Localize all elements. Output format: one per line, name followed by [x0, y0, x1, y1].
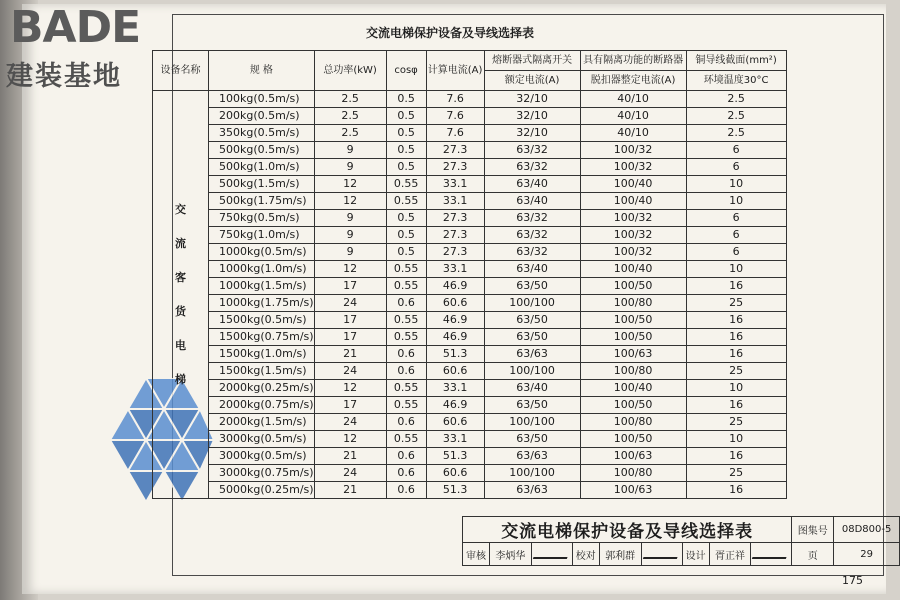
header-cos: cosφ [386, 51, 426, 91]
cos-cell: 0.6 [386, 482, 426, 499]
spec-cell: 100kg(0.5m/s) [209, 91, 315, 108]
current-cell: 51.3 [426, 346, 484, 363]
table-row [153, 159, 787, 176]
power-cell: 2.5 [314, 108, 386, 125]
breaker-cell: 100/40 [580, 176, 686, 193]
breaker-cell: 100/80 [580, 295, 686, 312]
header-fuse-bottom: 额定电流(A) [484, 71, 580, 91]
wire-cell: 25 [686, 465, 786, 482]
power-cell: 12 [314, 193, 386, 210]
cos-cell: 0.5 [386, 125, 426, 142]
fuse-cell: 63/32 [484, 142, 580, 159]
fuse-cell: 100/100 [484, 363, 580, 380]
wire-cell: 10 [686, 176, 786, 193]
breaker-cell: 100/63 [580, 346, 686, 363]
checker-name: 郭利群 [599, 543, 641, 566]
breaker-cell: 40/10 [580, 125, 686, 142]
equipment-type-char: 交 [175, 202, 186, 216]
fuse-cell: 63/40 [484, 176, 580, 193]
power-cell: 12 [314, 380, 386, 397]
cos-cell: 0.6 [386, 414, 426, 431]
spec-cell: 3000kg(0.5m/s) [209, 448, 315, 465]
current-cell: 51.3 [426, 482, 484, 499]
current-cell: 46.9 [426, 329, 484, 346]
reviewer-name: 李炳华 [490, 543, 532, 566]
fuse-cell: 32/10 [484, 125, 580, 142]
spec-cell: 1000kg(1.0m/s) [209, 261, 315, 278]
wire-cell: 25 [686, 363, 786, 380]
breaker-cell: 100/63 [580, 448, 686, 465]
fuse-cell: 63/32 [484, 227, 580, 244]
review-label: 审核 [463, 543, 490, 566]
power-cell: 12 [314, 176, 386, 193]
spec-cell: 3000kg(0.75m/s) [209, 465, 315, 482]
wire-cell: 16 [686, 346, 786, 363]
cos-cell: 0.6 [386, 363, 426, 380]
spec-cell: 1000kg(1.75m/s) [209, 295, 315, 312]
wire-cell: 10 [686, 193, 786, 210]
fuse-cell: 63/50 [484, 431, 580, 448]
table-row [153, 346, 787, 363]
breaker-cell: 100/80 [580, 414, 686, 431]
spec-cell: 1500kg(0.5m/s) [209, 312, 315, 329]
atlas-label: 图集号 [792, 517, 834, 543]
current-cell: 27.3 [426, 210, 484, 227]
cos-cell: 0.6 [386, 295, 426, 312]
current-cell: 46.9 [426, 397, 484, 414]
spec-cell: 2000kg(0.25m/s) [209, 380, 315, 397]
power-cell: 9 [314, 244, 386, 261]
book-page-number: 175 [842, 574, 863, 587]
header-power: 总功率(kW) [314, 51, 386, 91]
power-cell: 9 [314, 159, 386, 176]
current-cell: 7.6 [426, 91, 484, 108]
page-label: 页 [792, 543, 834, 566]
power-cell: 17 [314, 329, 386, 346]
power-cell: 17 [314, 397, 386, 414]
fuse-cell: 63/63 [484, 448, 580, 465]
design-label: 设计 [682, 543, 709, 566]
fuse-cell: 32/10 [484, 91, 580, 108]
fuse-cell: 63/50 [484, 312, 580, 329]
table-row [153, 244, 787, 261]
power-cell: 17 [314, 312, 386, 329]
equipment-type-char: 流 [175, 236, 186, 250]
current-cell: 60.6 [426, 295, 484, 312]
table-row [153, 295, 787, 312]
wire-cell: 25 [686, 414, 786, 431]
designer-name: 胥正祥 [709, 543, 751, 566]
table-row [153, 312, 787, 329]
spec-cell: 500kg(1.5m/s) [209, 176, 315, 193]
power-cell: 12 [314, 261, 386, 278]
table-row [153, 448, 787, 465]
breaker-cell: 100/50 [580, 312, 686, 329]
wire-cell: 10 [686, 261, 786, 278]
spec-cell: 1500kg(1.5m/s) [209, 363, 315, 380]
table-row [153, 465, 787, 482]
table-row [153, 363, 787, 380]
current-cell: 33.1 [426, 380, 484, 397]
current-cell: 60.6 [426, 363, 484, 380]
table-row [153, 227, 787, 244]
spec-cell: 500kg(0.5m/s) [209, 142, 315, 159]
fuse-cell: 32/10 [484, 108, 580, 125]
wire-cell: 10 [686, 431, 786, 448]
cos-cell: 0.55 [386, 312, 426, 329]
wire-cell: 2.5 [686, 125, 786, 142]
table-row [153, 261, 787, 278]
logo-subtitle: 建装基地 [6, 61, 122, 92]
cos-cell: 0.55 [386, 431, 426, 448]
spec-cell: 2000kg(1.5m/s) [209, 414, 315, 431]
current-cell: 46.9 [426, 278, 484, 295]
breaker-cell: 100/50 [580, 397, 686, 414]
logo-word: BADE [10, 2, 141, 53]
header-type: 设备名称 [153, 51, 209, 91]
header-current: 计算电流(A) [426, 51, 484, 91]
table-row [153, 431, 787, 448]
header-fuse-top: 熔断器式隔离开关 [484, 51, 580, 71]
atlas-number: 08D800-5 [834, 517, 900, 543]
header-wire-bottom: 环境温度30°C [686, 71, 786, 91]
table-row [153, 482, 787, 499]
power-cell: 24 [314, 465, 386, 482]
current-cell: 60.6 [426, 414, 484, 431]
check-label: 校对 [572, 543, 599, 566]
power-cell: 9 [314, 210, 386, 227]
power-cell: 17 [314, 278, 386, 295]
header-spec: 规 格 [209, 51, 315, 91]
wire-cell: 16 [686, 312, 786, 329]
cos-cell: 0.6 [386, 465, 426, 482]
fuse-cell: 63/50 [484, 329, 580, 346]
header-breaker-top: 具有隔离功能的断路器 [580, 51, 686, 71]
cos-cell: 0.55 [386, 380, 426, 397]
fuse-cell: 63/32 [484, 159, 580, 176]
breaker-cell: 100/32 [580, 210, 686, 227]
table-row [153, 108, 787, 125]
spec-cell: 750kg(1.0m/s) [209, 227, 315, 244]
cos-cell: 0.55 [386, 193, 426, 210]
checker-signature [641, 543, 682, 566]
breaker-cell: 100/40 [580, 380, 686, 397]
table-row [153, 210, 787, 227]
current-cell: 27.3 [426, 227, 484, 244]
fuse-cell: 63/32 [484, 210, 580, 227]
spec-cell: 1000kg(1.5m/s) [209, 278, 315, 295]
current-cell: 7.6 [426, 108, 484, 125]
wire-cell: 6 [686, 142, 786, 159]
breaker-cell: 100/40 [580, 193, 686, 210]
spec-cell: 750kg(0.5m/s) [209, 210, 315, 227]
fuse-cell: 63/32 [484, 244, 580, 261]
power-cell: 9 [314, 227, 386, 244]
spec-cell: 350kg(0.5m/s) [209, 125, 315, 142]
cos-cell: 0.5 [386, 227, 426, 244]
power-cell: 21 [314, 448, 386, 465]
cos-cell: 0.5 [386, 142, 426, 159]
breaker-cell: 100/32 [580, 159, 686, 176]
power-cell: 2.5 [314, 125, 386, 142]
selection-table [152, 50, 787, 499]
cos-cell: 0.5 [386, 210, 426, 227]
equipment-type-char: 电 [175, 338, 186, 352]
wire-cell: 2.5 [686, 108, 786, 125]
wire-cell: 10 [686, 380, 786, 397]
fuse-cell: 100/100 [484, 465, 580, 482]
wire-cell: 25 [686, 295, 786, 312]
spec-cell: 3000kg(0.5m/s) [209, 431, 315, 448]
current-cell: 27.3 [426, 159, 484, 176]
current-cell: 7.6 [426, 125, 484, 142]
fuse-cell: 63/40 [484, 193, 580, 210]
current-cell: 33.1 [426, 261, 484, 278]
equipment-type-char: 货 [175, 304, 186, 318]
spec-cell: 5000kg(0.25m/s) [209, 482, 315, 499]
table-row [153, 142, 787, 159]
fuse-cell: 63/40 [484, 261, 580, 278]
cos-cell: 0.5 [386, 244, 426, 261]
spec-cell: 1500kg(1.0m/s) [209, 346, 315, 363]
cos-cell: 0.55 [386, 176, 426, 193]
cos-cell: 0.55 [386, 329, 426, 346]
power-cell: 12 [314, 431, 386, 448]
current-cell: 33.1 [426, 431, 484, 448]
power-cell: 24 [314, 295, 386, 312]
table-row [153, 125, 787, 142]
wire-cell: 6 [686, 244, 786, 261]
cos-cell: 0.5 [386, 91, 426, 108]
cos-cell: 0.5 [386, 159, 426, 176]
current-cell: 33.1 [426, 193, 484, 210]
fuse-cell: 63/50 [484, 278, 580, 295]
breaker-cell: 40/10 [580, 108, 686, 125]
current-cell: 46.9 [426, 312, 484, 329]
wire-cell: 16 [686, 448, 786, 465]
table-row [153, 329, 787, 346]
power-cell: 21 [314, 482, 386, 499]
spec-cell: 500kg(1.75m/s) [209, 193, 315, 210]
current-cell: 60.6 [426, 465, 484, 482]
fuse-cell: 63/50 [484, 397, 580, 414]
breaker-cell: 100/50 [580, 431, 686, 448]
breaker-cell: 100/32 [580, 227, 686, 244]
wire-cell: 16 [686, 482, 786, 499]
current-cell: 27.3 [426, 244, 484, 261]
table-row [153, 380, 787, 397]
fuse-cell: 100/100 [484, 295, 580, 312]
power-cell: 24 [314, 414, 386, 431]
current-cell: 33.1 [426, 176, 484, 193]
cos-cell: 0.6 [386, 448, 426, 465]
cos-cell: 0.5 [386, 108, 426, 125]
breaker-cell: 100/80 [580, 465, 686, 482]
fuse-cell: 63/40 [484, 380, 580, 397]
wire-cell: 6 [686, 227, 786, 244]
spec-cell: 2000kg(0.75m/s) [209, 397, 315, 414]
equipment-type-cell [153, 91, 209, 499]
breaker-cell: 100/50 [580, 329, 686, 346]
table-row [153, 176, 787, 193]
breaker-cell: 100/40 [580, 261, 686, 278]
breaker-cell: 100/50 [580, 278, 686, 295]
header-wire-top: 铜导线截面(mm²) [686, 51, 786, 71]
power-cell: 2.5 [314, 91, 386, 108]
designer-signature [751, 543, 792, 566]
wire-cell: 2.5 [686, 91, 786, 108]
breaker-cell: 100/32 [580, 142, 686, 159]
header-breaker-bottom: 脱扣器整定电流(A) [580, 71, 686, 91]
table-row [153, 193, 787, 210]
spec-cell: 500kg(1.0m/s) [209, 159, 315, 176]
spec-cell: 200kg(0.5m/s) [209, 108, 315, 125]
sheet-page-number: 29 [834, 543, 900, 566]
equipment-type-char: 梯 [175, 372, 186, 386]
wire-cell: 16 [686, 397, 786, 414]
wire-cell: 6 [686, 210, 786, 227]
table-row [153, 397, 787, 414]
title-block [462, 516, 900, 566]
table-row [153, 414, 787, 431]
wire-cell: 16 [686, 329, 786, 346]
reviewer-signature [531, 543, 572, 566]
power-cell: 21 [314, 346, 386, 363]
spec-cell: 1500kg(0.75m/s) [209, 329, 315, 346]
fuse-cell: 63/63 [484, 482, 580, 499]
cos-cell: 0.6 [386, 346, 426, 363]
cos-cell: 0.55 [386, 261, 426, 278]
breaker-cell: 40/10 [580, 91, 686, 108]
breaker-cell: 100/80 [580, 363, 686, 380]
spec-cell: 1000kg(0.5m/s) [209, 244, 315, 261]
breaker-cell: 100/63 [580, 482, 686, 499]
power-cell: 9 [314, 142, 386, 159]
cos-cell: 0.55 [386, 397, 426, 414]
equipment-type-char: 客 [175, 270, 186, 284]
table-body [153, 91, 787, 499]
wire-cell: 6 [686, 159, 786, 176]
title-block-title: 交流电梯保护设备及导线选择表 [463, 517, 792, 543]
table-row [153, 278, 787, 295]
cos-cell: 0.55 [386, 278, 426, 295]
power-cell: 24 [314, 363, 386, 380]
table-row [153, 91, 787, 108]
table-title: 交流电梯保护设备及导线选择表 [366, 26, 535, 40]
current-cell: 27.3 [426, 142, 484, 159]
wire-cell: 16 [686, 278, 786, 295]
current-cell: 51.3 [426, 448, 484, 465]
fuse-cell: 100/100 [484, 414, 580, 431]
fuse-cell: 63/63 [484, 346, 580, 363]
watermark-logo [6, 2, 174, 92]
breaker-cell: 100/32 [580, 244, 686, 261]
